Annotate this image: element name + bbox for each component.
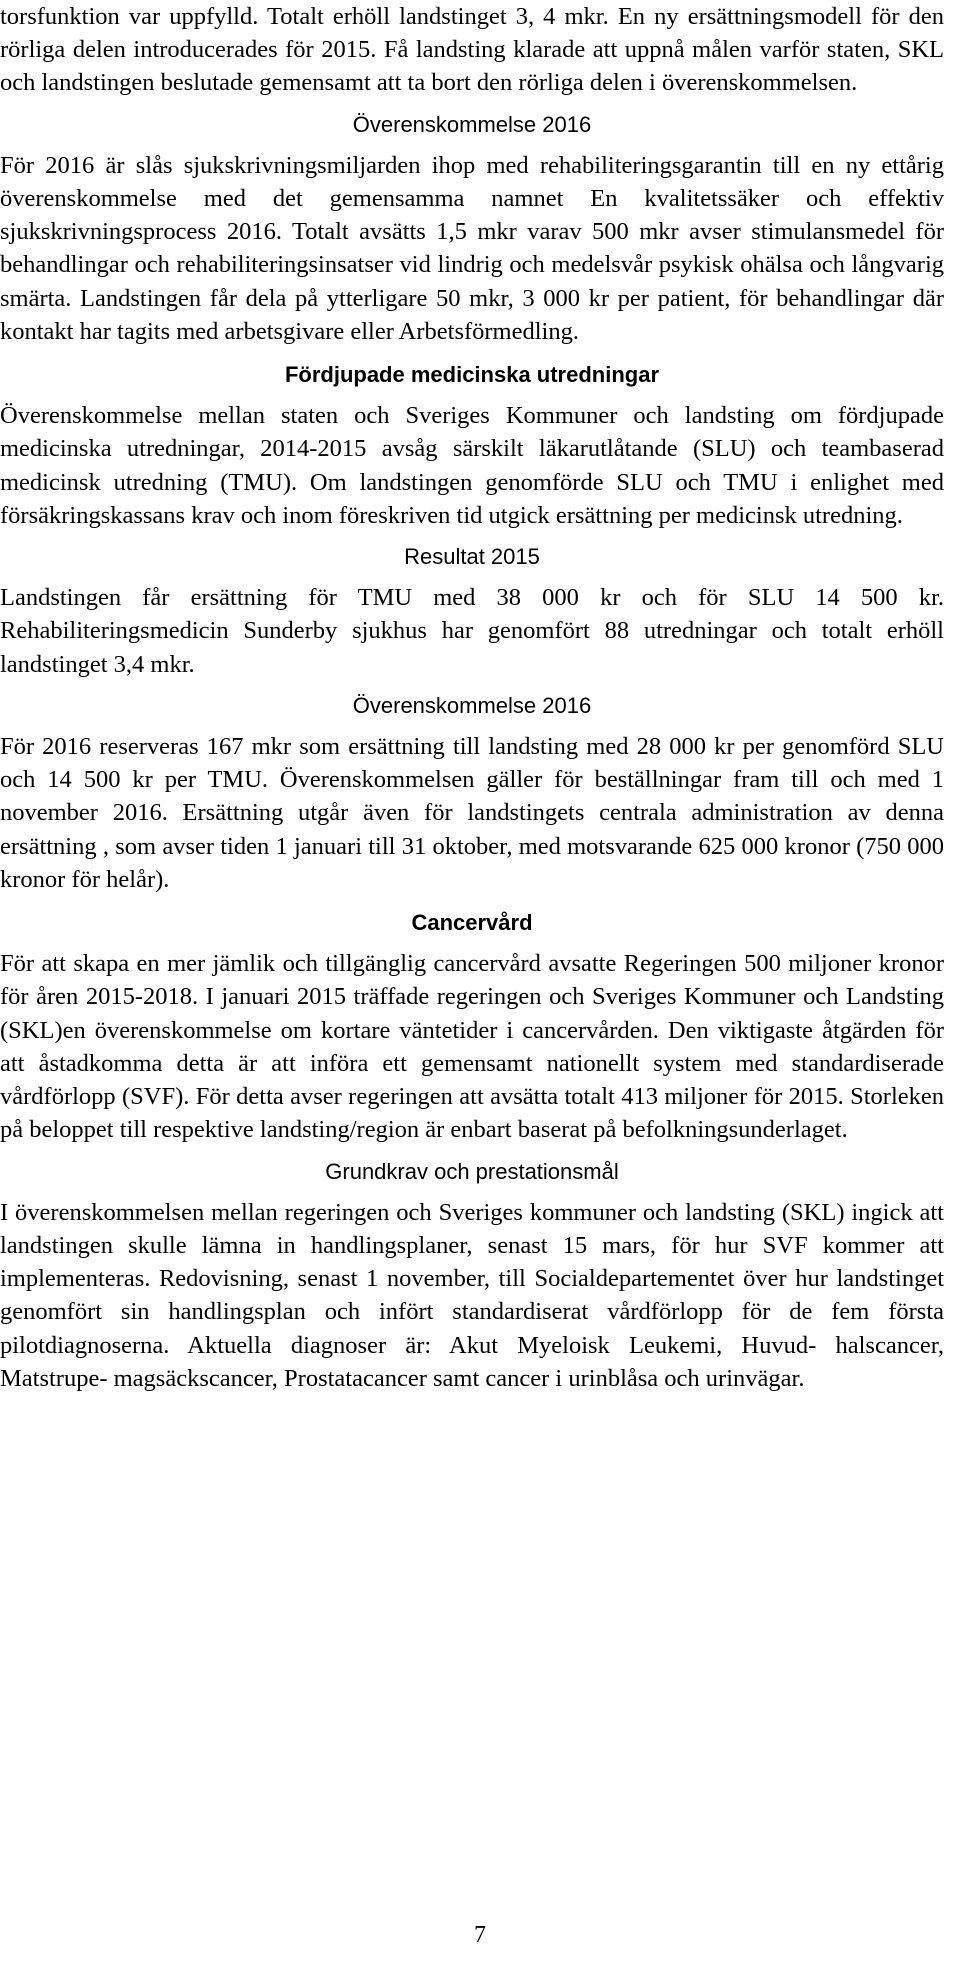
section-heading-resultat-2015: Resultat 2015 bbox=[404, 544, 540, 570]
section-paragraph: Landstingen får ersättning för TMU med 38 000 kr och för SLU 14 500 kr. Rehabiliteringsmedicin Sunderby sjukhus har genomfört 88 utredningar och totalt erhöll landstinget 3,4 mkr. bbox=[0, 584, 944, 678]
section-paragraph: För att skapa en mer jämlik och tillgänglig cancervård avsatte Regeringen 500 miljoner kronor för åren 2015-2018. I januari 2015 träffade regeringen och Sveriges Kommuner och Landsting (SKL)en överenskommelse om kortare väntetider i cancervården. Den viktigaste åtgärden för att åstadkomma detta är att införa ett gemensamt nationellt system med standardiserade vårdförlopp (SVF). För detta avser regeringen att avsätta totalt 413 miljoner för 2015. Storleken på beloppet till respektive landsting/region är enbart baserat på befolkningsunderlaget. bbox=[0, 950, 944, 1144]
section-paragraph: För 2016 reserveras 167 mkr som ersättning till landsting med 28 000 kr per genomförd SLU och 14 500 kr per TMU. Överenskommelsen gäller för beställningar fram till och med 1 november 2016. Ersättning utgår även för landstingets centrala administration av denna ersättning , som avser tiden 1 januari till 31 oktober, med motsvarande 625 000 kronor (750 000 kronor för helår). bbox=[0, 733, 944, 893]
section-heading-overenskommelse-2016-b: Överenskommelse 2016 bbox=[352, 692, 592, 718]
section-heading-overenskommelse-2016: Överenskommelse 2016 bbox=[352, 111, 592, 137]
section-heading-fordjupade-medicinska-utredningar: Fördjupade medicinska utredningar bbox=[284, 362, 660, 388]
intro-paragraph: torsfunktion var uppfylld. Totalt erhöll landstinget 3, 4 mkr. En ny ersättningsmodell för den rörliga delen introducerades för 2015. Få landsting klarade att uppnå målen varför staten, SKL och landstingen beslutade gemensamt att ta bort den rörliga delen i överenskommelsen. bbox=[0, 3, 944, 97]
section-paragraph: Överenskommelse mellan staten och Sveriges Kommuner och landsting om fördjupade medicinska utredningar, 2014-2015 avsåg särskilt läkarutlåtande (SLU) och teambaserad medicinsk utredning (TMU). Om landstingen genomförde SLU och TMU i enlighet med försäkringskassans krav och inom föreskriven tid utgick ersättning per medicinsk utredning. bbox=[0, 402, 944, 529]
section-heading-cancervard: Cancervård bbox=[411, 910, 533, 936]
section-heading-grundkrav-och-prestationsmal: Grundkrav och prestationsmål bbox=[325, 1158, 619, 1184]
section-paragraph: I överenskommelsen mellan regeringen och Sveriges kommuner och landsting (SKL) ingick att landstingen skulle lämna in handlingsplaner, senast 15 mars, för hur SVF kommer att implementeras. Redovisning, senast 1 november, till Socialdepartementet över hur landstinget genomfört sin handlingsplan och infört standardiserat vårdförlopp för de fem första pilotdiagnoserna. Aktuella diagnoser är: Akut Myeloisk Leukemi, Huvud- halscancer, Matstrupe- magsäckscancer, Prostatacancer samt cancer i urinblåsa och urinvägar. bbox=[0, 1198, 944, 1392]
page-number: 7 bbox=[474, 1922, 486, 1948]
section-paragraph: För 2016 är slås sjukskrivningsmiljarden ihop med rehabiliteringsgarantin till en ny ettårig överenskommelse med det gemensamma namnet En kvalitetssäker och effektiv sjukskrivningsprocess 2016. Totalt avsätts 1,5 mkr varav 500 mkr avser stimulansmedel för behandlingar och rehabiliteringsinsatser vid lindrig och medelsvår psykisk ohälsa och långvarig smärta. Landstingen får dela på ytterligare 50 mkr, 3 000 kr per patient, för behandlingar där kontakt har tagits med arbetsgivare eller Arbetsförmedling. bbox=[0, 151, 944, 345]
